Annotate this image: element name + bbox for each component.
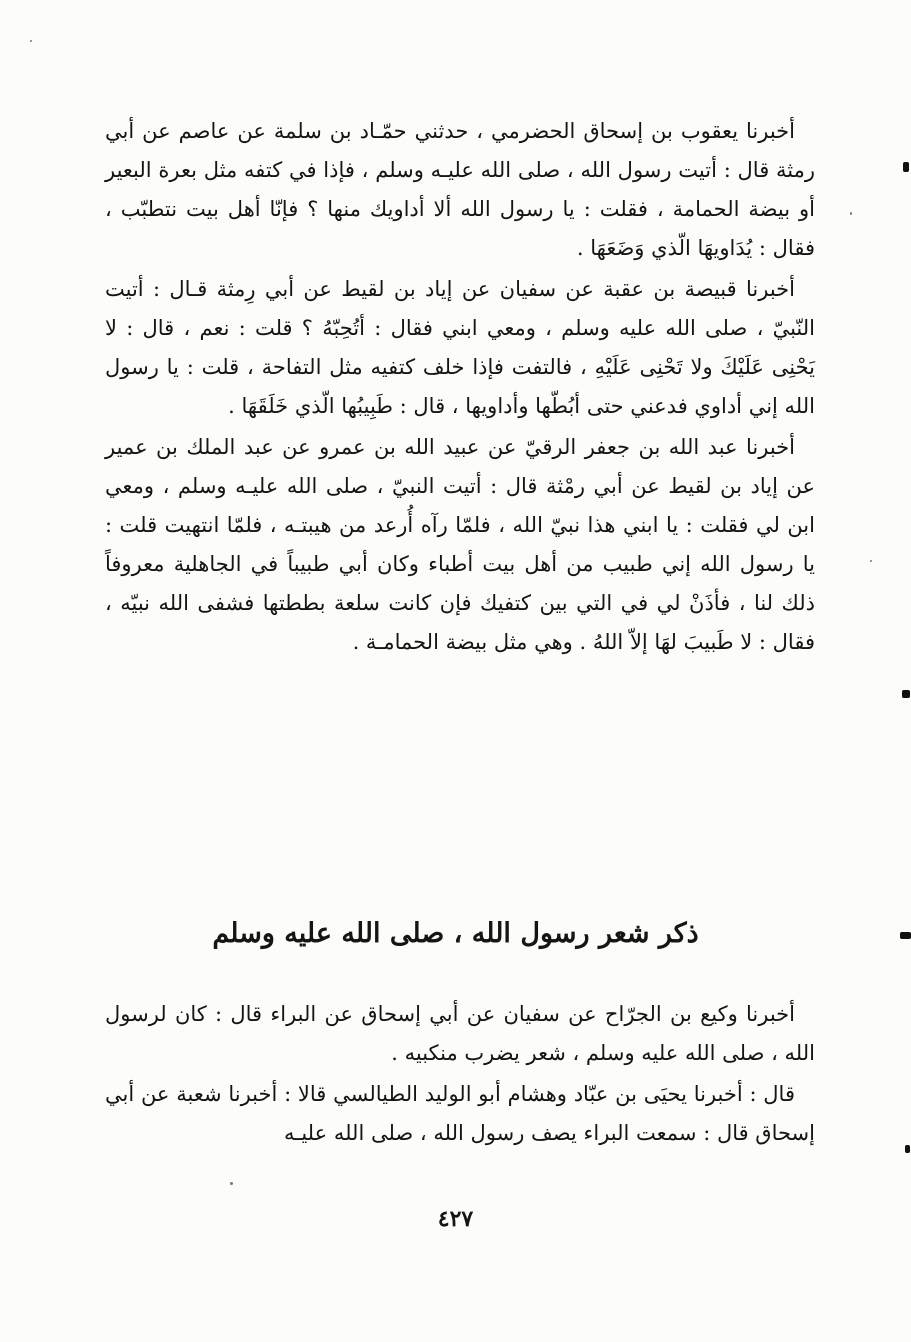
upper-text-block xyxy=(105,112,815,664)
section-heading: ذكر شعر رسول الله ، صلى الله عليه وسلم xyxy=(212,918,699,949)
margin-ink-mark xyxy=(900,932,911,939)
paper-speck xyxy=(870,560,872,562)
page-number: ٤٢٧ xyxy=(437,1206,474,1232)
paragraph: أخبرنا وكيع بن الجرّاح عن سفيان عن أبي إسحاق عن البراء قال : كان لرسول الله ، صلى الله عليه وسلم ، شعر يضرب منكبيه . xyxy=(105,1002,815,1065)
margin-ink-mark xyxy=(902,690,910,698)
paper-speck xyxy=(30,40,32,42)
margin-ink-mark xyxy=(905,1145,910,1153)
margin-ink-mark xyxy=(903,162,909,172)
lower-text-block xyxy=(105,995,815,1155)
paper-speck xyxy=(230,1182,233,1185)
paragraph: أخبرنا يعقوب بن إسحاق الحضرمي ، حدثني حمّـاد بن سلمة عن عاصم عن أبي رمثة قال : أتيت رسول الله ، صلى الله عليـه وسلم ، فإذا في كتفه مثل بعرة البعير أو بيضة الحمامة ، فقلت : يا رسول الله ألا أداويك منها ؟ فإنّا أهل بيت نتطبّب ، فقال : يُدَاويهَا الّذي وَضَعَهَا . xyxy=(105,119,815,260)
paragraph: قال : أخبرنا يحيَى بن عبّاد وهشام أبو الوليد الطيالسي قالا : أخبرنا شعبة عن أبي إسحاق قال : سمعت البراء يصف رسول الله ، صلى الله عليـه xyxy=(105,1082,815,1145)
paper-speck xyxy=(850,212,852,215)
paragraph: أخبرنا قبيصة بن عقبة عن سفيان عن إياد بن لقيط عن أبي رِمثة قـال : أتيت النّبيّ ، صلى الله عليه وسلم ، ومعي ابني فقال : أتُحِبّهُ ؟ قلت : نعم ، قال : لا يَحْنِى عَلَيْكَ ولا تَحْنِى عَلَيْهِ ، فالتفت فإذا خلف كتفيه مثل التفاحة ، قلت : يا رسول الله إني أداوي فدعني حتى أبُطّها وأداويها ، قال : طَبِيبُها الّذي خَلَقَهَا . xyxy=(105,277,815,418)
paragraph: أخبرنا عبد الله بن جعفر الرقيّ عن عبيد الله بن عمرو عن عبد الملك بن عمير عن إياد بن لقيط عن أبي رمْثة قال : أتيت النبيّ ، صلى الله عليـه وسلم ، ومعي ابن لي فقلت : يا ابني هذا نبيّ الله ، فلمّا رآه أُرعد من هيبتـه ، فلمّا انتهيت قلت : يا رسول الله إني طبيب من أهل بيت أطباء وكان أبي طبيباً في الجاهلية معروفاً ذلك لنا ، فأذَنْ لي في التي بين كتفيك فإن كانت سلعة بططتها فشفى الله نبيّه ، فقال : لا طَبيبَ لهَا إلاّ اللهُ . وهي مثل بيضة الحمامـة . xyxy=(105,435,815,654)
